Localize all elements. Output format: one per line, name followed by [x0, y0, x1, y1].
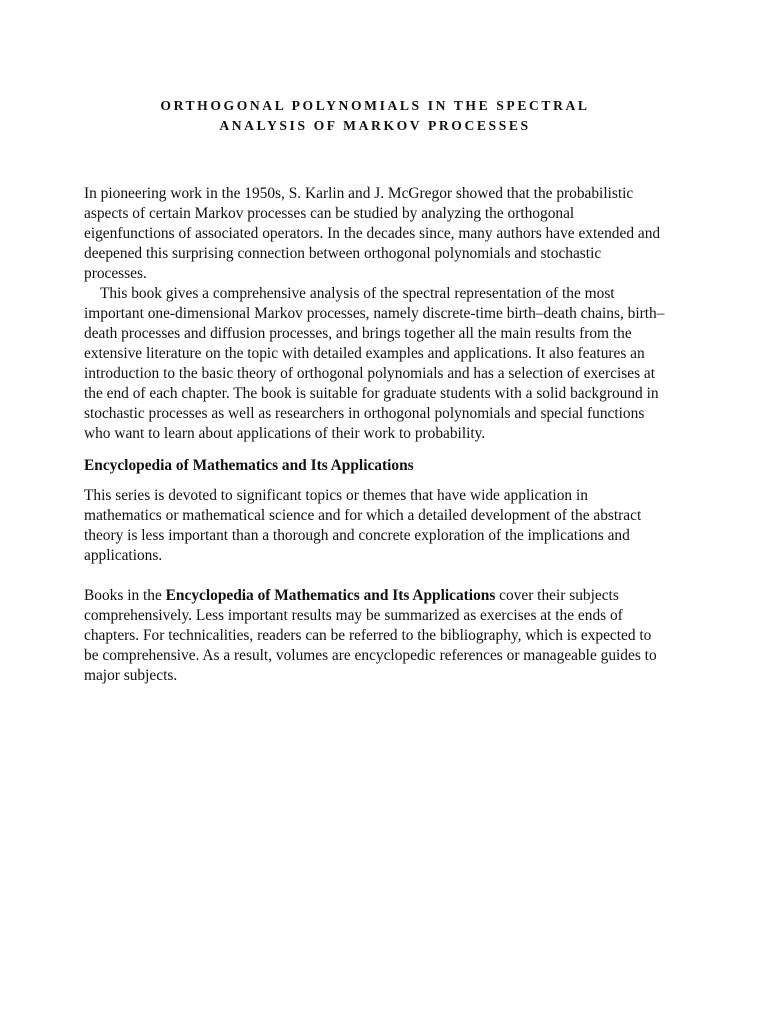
series-heading: Encyclopedia of Mathematics and Its Applications	[84, 457, 414, 474]
book-title-line-1: ORTHOGONAL POLYNOMIALS IN THE SPECTRAL	[160, 98, 590, 113]
blurb-paragraph-1: In pioneering work in the 1950s, S. Karlin and J. McGregor showed that the probabilistic aspects of certain Markov processes can be studied by analyzing the orthogonal eigenfunctions of associated operators. In the decades since, many authors have extended and deepened this surprising connection between orthogonal polynomials and stochastic processes.	[84, 185, 661, 282]
series-paragraph-2	[84, 586, 666, 686]
book-page	[84, 96, 666, 686]
series-paragraph-1: This series is devoted to significant topics or themes that have wide application in mathematics or mathematical science and for which a detailed development of the abstract theory is less important than a thorough and concrete exploration of the implications and applications.	[84, 487, 642, 564]
series-description	[84, 486, 666, 686]
series-paragraph-2-prefix: Books in the	[84, 587, 166, 604]
book-title	[60, 96, 690, 136]
book-blurb	[84, 184, 666, 444]
series-paragraph-2-suffix: cover their subjects comprehensively. Less important results may be summarized as exercises at the ends of chapters. For technicalities, readers can be referred to the bibliography, which is expected to be comprehensive. As a result, volumes are encyclopedic references or manageable guides to major subjects.	[84, 587, 657, 684]
book-title-line-2: ANALYSIS OF MARKOV PROCESSES	[219, 118, 531, 133]
blurb-paragraph-2: This book gives a comprehensive analysis of the spectral representation of the most important one-dimensional Markov processes, namely discrete-time birth–death chains, birth–death processes and diffusion processes, and brings together all the main results from the extensive literature on the topic with detailed examples and applications. It also features an introduction to the basic theory of orthogonal polynomials and has a selection of exercises at the end of each chapter. The book is suitable for graduate students with a solid background in stochastic processes as well as researchers in orthogonal polynomials and special functions who want to learn about applications of their work to probability.	[84, 285, 665, 442]
series-name-emphasis: Encyclopedia of Mathematics and Its Applications	[165, 587, 496, 604]
